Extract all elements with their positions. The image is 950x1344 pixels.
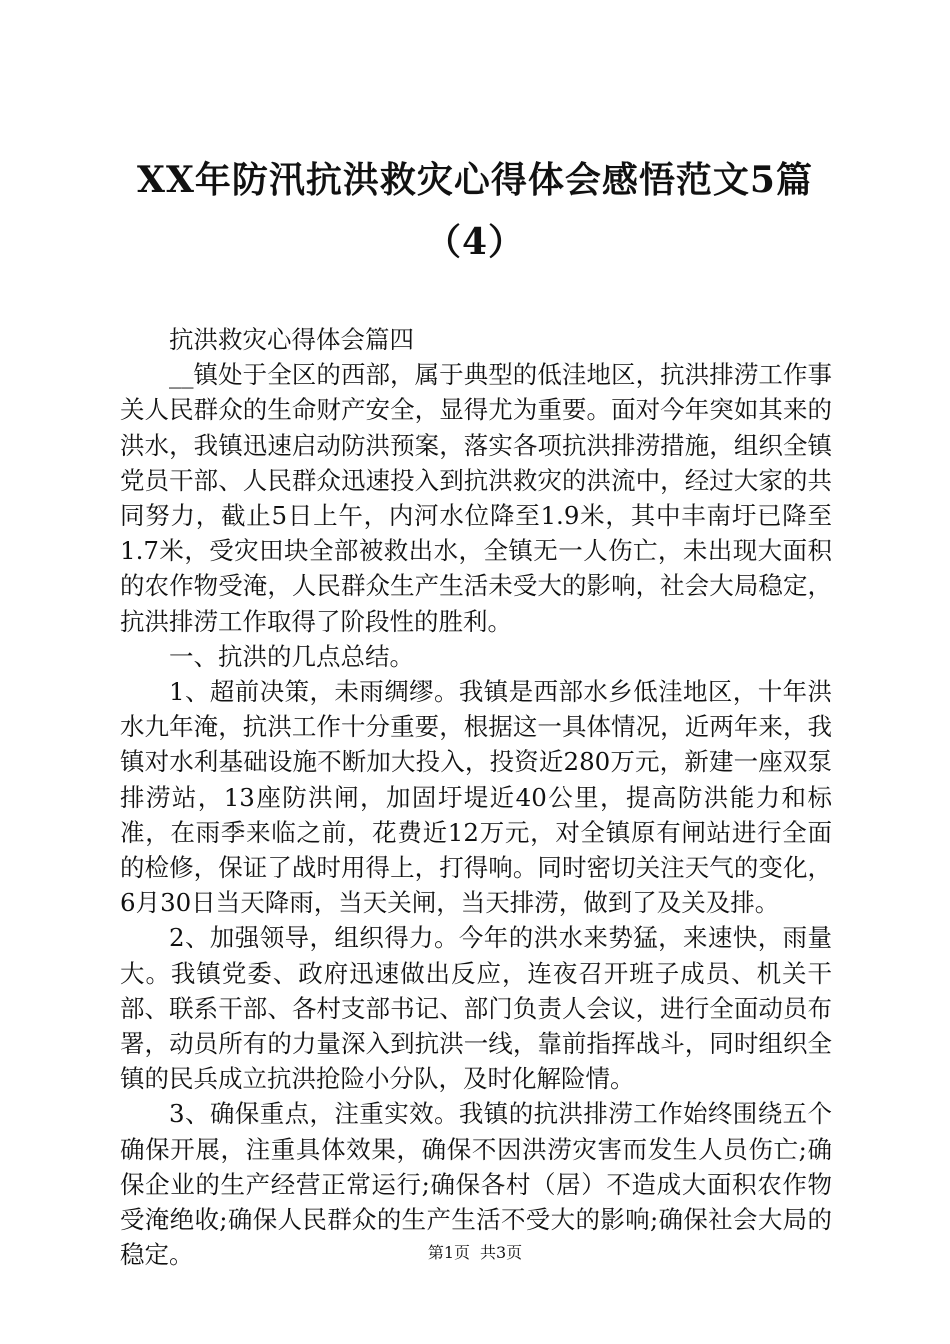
body-paragraph: 3、确保重点，注重实效。我镇的抗洪排涝工作始终围绕五个确保开展，注重具体效果，确保不因洪涝灾害而发生人员伤亡;确保企业的生产经营正常运行;确保各村（居）不造成大面积农作物受淹绝收;确保人民群众的生产生活不受大的影响;确保社会大局的稳定。 bbox=[120, 1099, 832, 1270]
page-total: 共3页 bbox=[480, 1243, 523, 1262]
document-title: XX年防汛抗洪救灾心得体会感悟范文5篇 bbox=[137, 159, 813, 201]
subsection-heading: 一、抗洪的几点总结。 bbox=[169, 641, 414, 671]
section-heading: 抗洪救灾心得体会篇四 bbox=[169, 325, 414, 354]
page-number: 第1页 bbox=[427, 1243, 470, 1262]
body-paragraph: 1、超前决策，未雨绸缪。我镇是西部水乡低洼地区，十年洪水九年淹，抗洪工作十分重要，根据这一具体情况，近两年来，我镇对水利基础设施不断加大投入，投资近280万元，新建一座双泵排涝站，13座防洪闸，加固圩堤近40公里，提高防洪能力和标准，在雨季来临之前，花费近12万元，对全镇原有闸站进行全面的检修，保证了战时用得上，打得响。同时密切关注天气的变化，6月30日当天降雨，当天关闸，当天排涝，做到了及关及排。 bbox=[120, 677, 832, 918]
body-paragraph: 2、加强领导，组织得力。今年的洪水来势猛，来速快，雨量大。我镇党委、政府迅速做出反应，连夜召开班子成员、机关干部、联系干部、各村支部书记、部门负责人会议，进行全面动员布署，动员所有的力量深入到抗洪一线，靠前指挥战斗，同时组织全镇的民兵成立抗洪抢险小分队，及时化解险情。 bbox=[120, 923, 832, 1094]
document-title-part-number: （4） bbox=[424, 221, 526, 263]
document-body bbox=[120, 322, 832, 1272]
page-footer bbox=[0, 1243, 950, 1263]
body-paragraph: __镇处于全区的西部，属于典型的低洼地区，抗洪排涝工作事关人民群众的生命财产安全，显得尤为重要。面对今年突如其来的洪水，我镇迅速启动防洪预案，落实各项抗洪排涝措施，组织全镇党员干部、人民群众迅速投入到抗洪救灾的洪流中，经过大家的共同努力，截止5日上午，内河水位降至1.9米，其中丰南圩已降至1.7米，受灾田块全部被救出水，全镇无一人伤亡，未出现大面积的农作物受淹，人民群众生产生活未受大的影响，社会大局稳定，抗洪排涝工作取得了阶段性的胜利。 bbox=[120, 360, 832, 636]
